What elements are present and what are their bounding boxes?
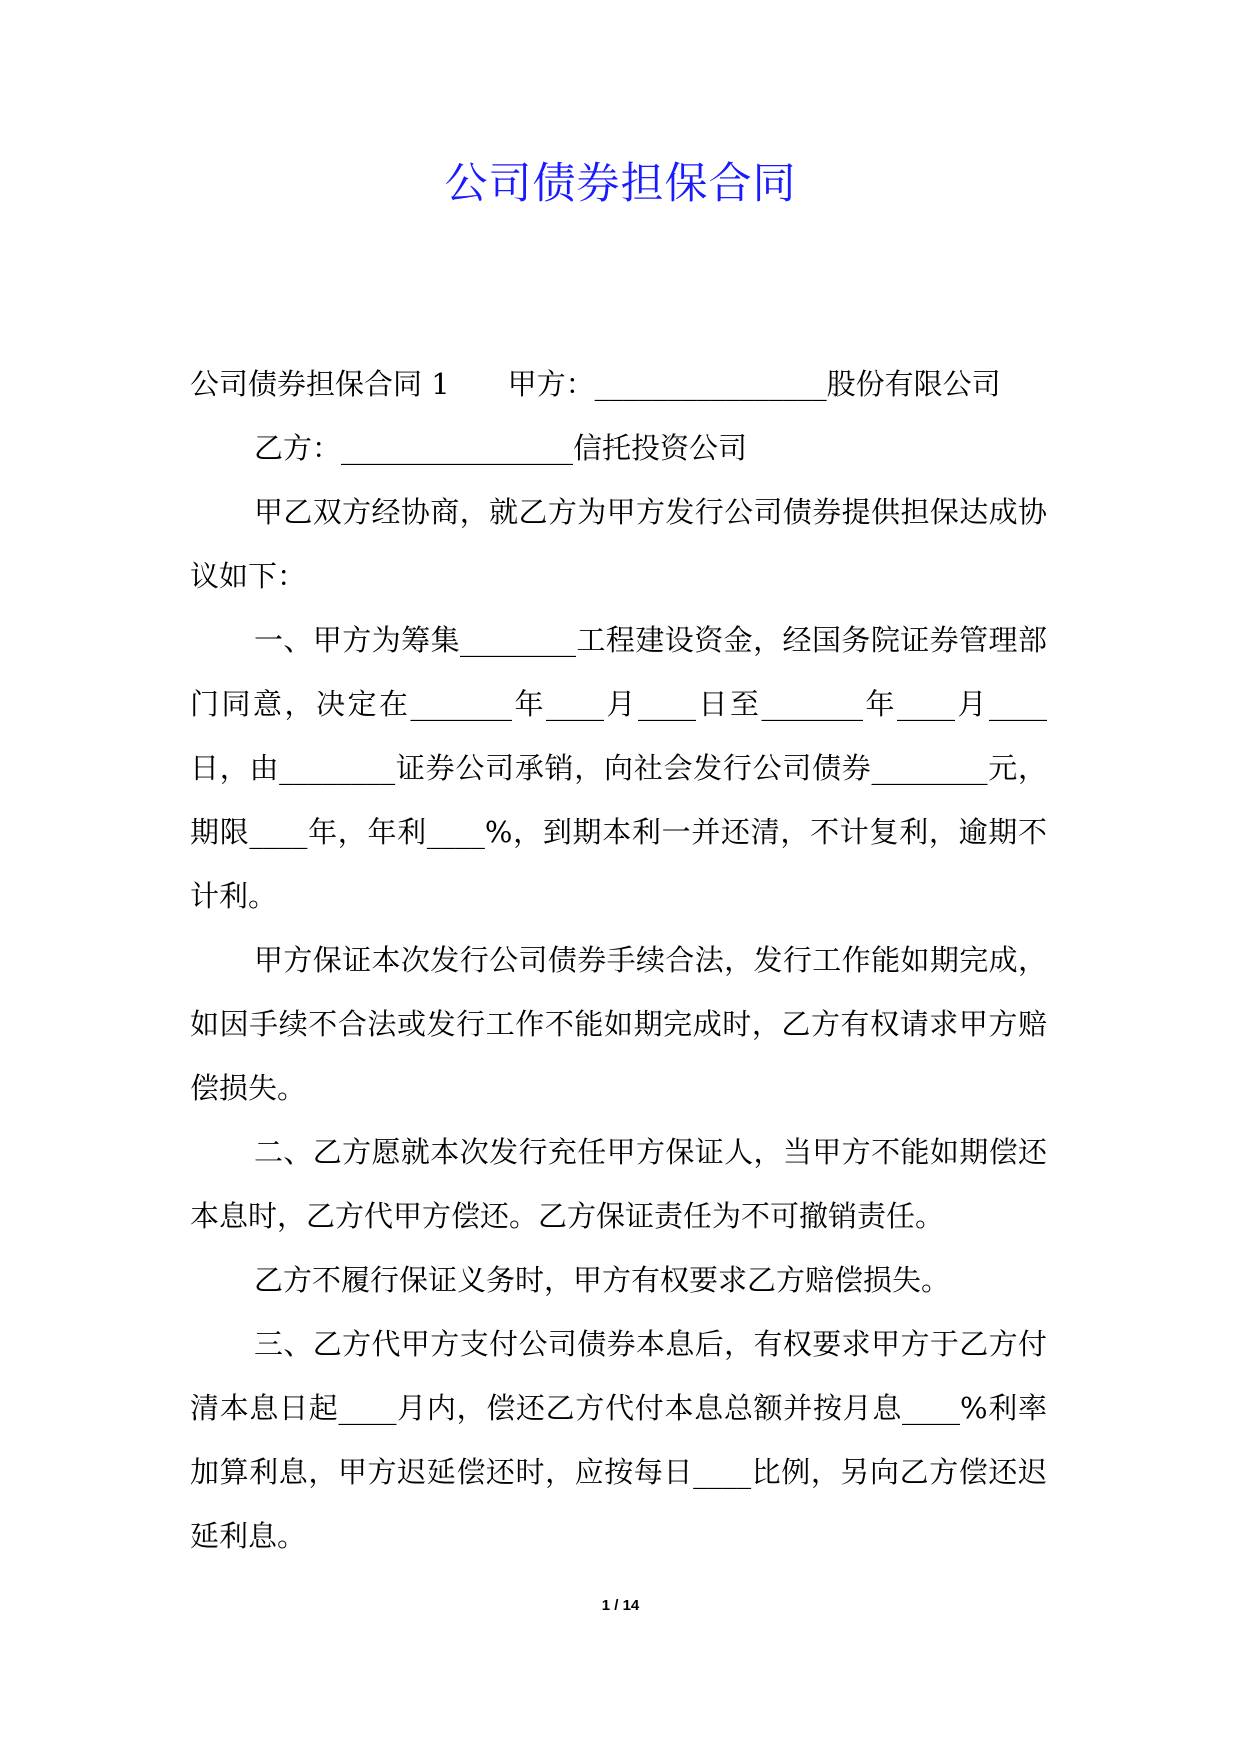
paragraph-clause-1: 一、甲方为筹集________工程建设资金，经国务院证券管理部门同意，决定在_______年____月____日至_______年____月____日，由________证券公司承销，向社会发行公司债券________元，期限____年，年利____%，到期本利一并还清，不计复利，逾期不计利。 — [190, 623, 1047, 913]
paragraph-agreement-intro: 甲乙双方经协商，就乙方为甲方发行公司债券提供担保达成协议如下： — [190, 495, 1047, 593]
paragraph-clause-3: 三、乙方代甲方支付公司债券本息后，有权要求甲方于乙方付清本息日起____月内，偿还乙方代付本息总额并按月息____%利率加算利息，甲方迟延偿还时，应按每日____比例，另向乙方偿还迟延利息。 — [190, 1327, 1047, 1553]
paragraph-clause-2-default: 乙方不履行保证义务时，甲方有权要求乙方赔偿损失。 — [254, 1263, 951, 1297]
page-number: 1 / 14 — [601, 1597, 640, 1614]
paragraph-header: 公司债券担保合同 1 甲方：________________股份有限公司 — [190, 367, 1001, 401]
paragraph-party-b: 乙方：________________信托投资公司 — [254, 431, 748, 465]
document-body — [190, 352, 1047, 1568]
document-title: 公司债券担保合同 — [444, 159, 797, 209]
paragraph-clause-2: 二、乙方愿就本次发行充任甲方保证人，当甲方不能如期偿还本息时，乙方代甲方偿还。乙方保证责任为不可撤销责任。 — [190, 1135, 1047, 1233]
paragraph-clause-1-guarantee: 甲方保证本次发行公司债券手续合法，发行工作能如期完成，如因手续不合法或发行工作不能如期完成时，乙方有权请求甲方赔偿损失。 — [190, 943, 1047, 1105]
